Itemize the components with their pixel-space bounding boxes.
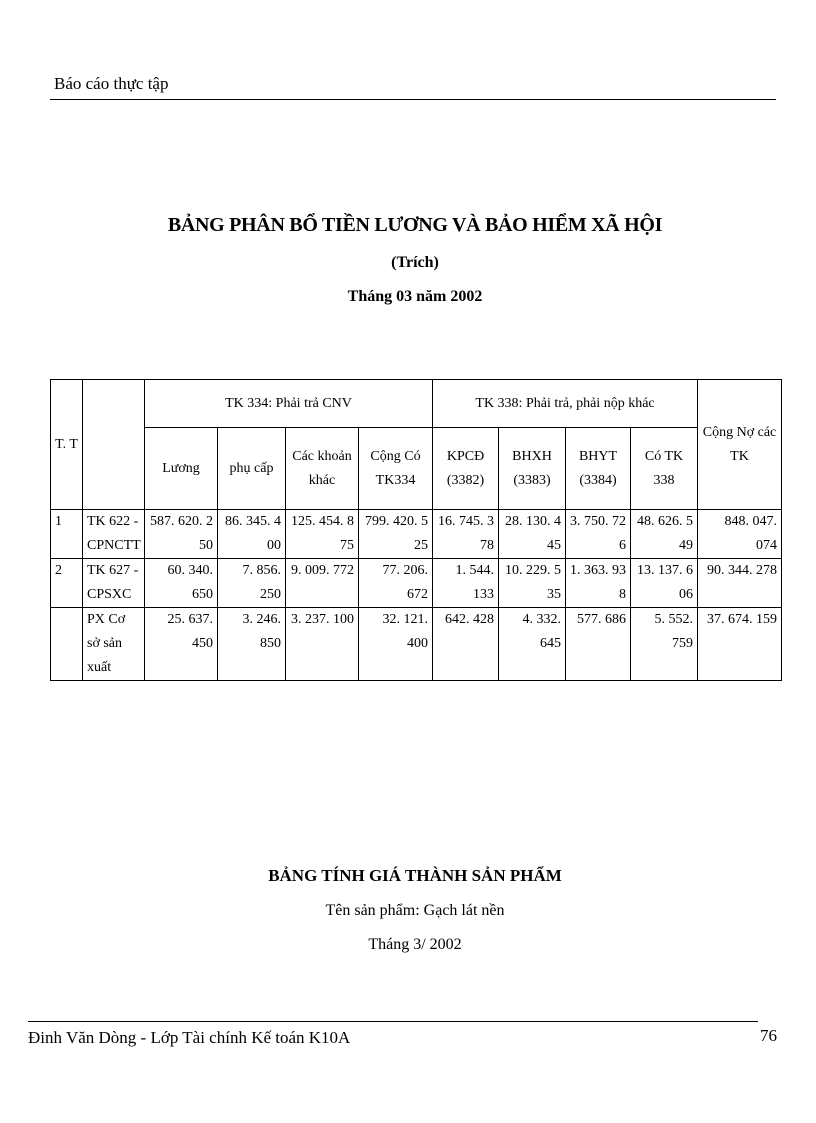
row-tt: [51, 608, 83, 681]
allocation-title: BẢNG PHÂN BỔ TIỀN LƯƠNG VÀ BẢO HIỂM XÃ HỘI: [167, 214, 663, 236]
cell-luong: 60. 340. 650: [145, 559, 218, 608]
header-tt: T. T: [51, 380, 83, 510]
cell-total: 848. 047. 074: [698, 510, 782, 559]
cell-total: 37. 674. 159: [698, 608, 782, 681]
header-bhyt: BHYT (3384): [566, 428, 631, 510]
footer-divider: [28, 1021, 758, 1022]
cell-cac-khoan-khac: 9. 009. 772: [286, 559, 359, 608]
cell-kpcd: 642. 428: [433, 608, 499, 681]
header-group-338: TK 338: Phải trả, phải nộp khác: [433, 380, 698, 428]
cell-bhyt: 3. 750. 726: [566, 510, 631, 559]
header-kpcd: KPCĐ (3382): [433, 428, 499, 510]
cell-kpcd: 16. 745. 378: [433, 510, 499, 559]
footer-author: Đinh Văn Dòng - Lớp Tài chính Kế toán K10A: [28, 1028, 351, 1047]
cell-bhyt: 577. 686: [566, 608, 631, 681]
cell-kpcd: 1. 544. 133: [433, 559, 499, 608]
table-row: [51, 608, 782, 681]
allocation-subtitle: (Trích): [391, 254, 439, 271]
header-cong-co-334: Cộng Có TK334: [359, 428, 433, 510]
header-bhxh: BHXH (3383): [499, 428, 566, 510]
cell-cong-co-334: 799. 420. 525: [359, 510, 433, 559]
row-tt: 1: [51, 510, 83, 559]
allocation-period: Tháng 03 năm 2002: [347, 288, 483, 305]
header-account-blank: [83, 380, 145, 510]
cell-cac-khoan-khac: 3. 237. 100: [286, 608, 359, 681]
cell-luong: 25. 637. 450: [145, 608, 218, 681]
cell-total: 90. 344. 278: [698, 559, 782, 608]
header-luong: Lương: [145, 428, 218, 510]
cell-luong: 587. 620. 250: [145, 510, 218, 559]
header-row-groups: [51, 380, 782, 428]
cell-cac-khoan-khac: 125. 454. 875: [286, 510, 359, 559]
table-row: [51, 559, 782, 608]
cell-co-338: 13. 137. 606: [631, 559, 698, 608]
header-divider: [50, 99, 776, 100]
allocation-table: [50, 379, 782, 681]
cell-cong-co-334: 77. 206. 672: [359, 559, 433, 608]
header-co-338: Có TK 338: [631, 428, 698, 510]
page-number: 76: [760, 1026, 777, 1045]
header-row-subcolumns: [51, 428, 782, 510]
table-row: [51, 510, 782, 559]
costing-period: Tháng 3/ 2002: [368, 936, 462, 953]
row-account: PX Cơ sở sản xuất: [83, 608, 145, 681]
cell-phu-cap: 3. 246. 850: [218, 608, 286, 681]
cell-bhyt: 1. 363. 938: [566, 559, 631, 608]
cell-phu-cap: 7. 856. 250: [218, 559, 286, 608]
cell-co-338: 5. 552. 759: [631, 608, 698, 681]
row-account: TK 622 - CPNCTT: [83, 510, 145, 559]
costing-title: BẢNG TÍNH GIÁ THÀNH SẢN PHẨM: [268, 866, 562, 885]
header-total: Cộng Nợ các TK: [698, 380, 782, 510]
row-tt: 2: [51, 559, 83, 608]
header-cac-khoan-khac: Các khoản khác: [286, 428, 359, 510]
header-group-334: TK 334: Phải trả CNV: [145, 380, 433, 428]
cell-bhxh: 28. 130. 445: [499, 510, 566, 559]
row-account: TK 627 - CPSXC: [83, 559, 145, 608]
cell-bhxh: 10. 229. 535: [499, 559, 566, 608]
cell-co-338: 48. 626. 549: [631, 510, 698, 559]
cell-cong-co-334: 32. 121. 400: [359, 608, 433, 681]
cell-bhxh: 4. 332. 645: [499, 608, 566, 681]
header-phu-cap: phụ cấp: [218, 428, 286, 510]
costing-product: Tên sản phẩm: Gạch lát nền: [325, 902, 505, 919]
cell-phu-cap: 86. 345. 400: [218, 510, 286, 559]
running-header: Báo cáo thực tập: [54, 74, 169, 93]
